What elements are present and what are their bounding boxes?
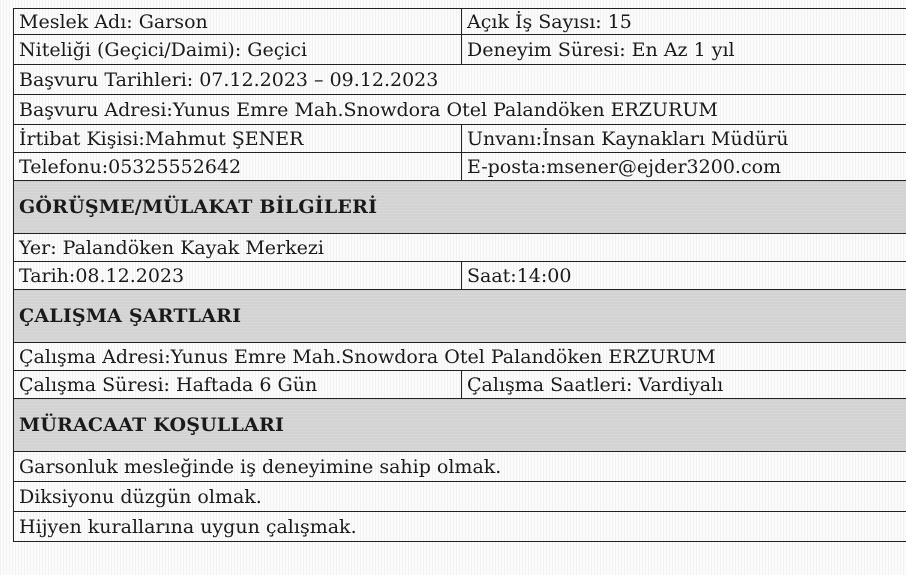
row-application-address xyxy=(14,95,906,125)
phone-cell: Telefonu:05325552642 xyxy=(14,153,462,181)
row-interview-place xyxy=(14,234,906,262)
row-profession xyxy=(14,9,906,35)
employment-type-cell: Niteliği (Geçici/Daimi): Geçici xyxy=(14,35,462,65)
contact-person-cell: İrtibat Kişisi:Mahmut ŞENER xyxy=(14,125,462,153)
row-work-duration xyxy=(14,371,906,399)
row-work-heading xyxy=(14,290,906,343)
row-phone-email xyxy=(14,153,906,181)
application-address-cell: Başvuru Adresi:Yunus Emre Mah.Snowdora Otel Palandöken ERZURUM xyxy=(14,95,906,125)
row-type xyxy=(14,35,906,65)
row-interview-datetime xyxy=(14,262,906,290)
email-cell: E-posta:msener@ejder3200.com xyxy=(462,153,906,181)
row-application-dates xyxy=(14,65,906,95)
row-interview-heading xyxy=(14,181,906,234)
requirement-item: Diksiyonu düzgün olmak. xyxy=(14,482,906,512)
row-contact xyxy=(14,125,906,153)
application-dates-cell: Başvuru Tarihleri: 07.12.2023 – 09.12.2023 xyxy=(14,65,906,95)
section-heading-interview: GÖRÜŞME/MÜLAKAT BİLGİLERİ xyxy=(14,181,906,234)
row-requirements-heading xyxy=(14,399,906,452)
open-positions-cell: Açık İş Sayısı: 15 xyxy=(462,9,906,35)
work-hours-cell: Çalışma Saatleri: Vardiyalı xyxy=(462,371,906,399)
profession-cell: Meslek Adı: Garson xyxy=(14,9,462,35)
row-requirement-2 xyxy=(14,482,906,512)
row-work-address xyxy=(14,343,906,371)
work-address-cell: Çalışma Adresi:Yunus Emre Mah.Snowdora Otel Palandöken ERZURUM xyxy=(14,343,906,371)
interview-date-cell: Tarih:08.12.2023 xyxy=(14,262,462,290)
row-requirement-1 xyxy=(14,452,906,482)
section-heading-requirements: MÜRACAAT KOŞULLARI xyxy=(14,399,906,452)
contact-title-cell: Unvanı:İnsan Kaynakları Müdürü xyxy=(462,125,906,153)
requirement-item: Garsonluk mesleğinde iş deneyimine sahip olmak. xyxy=(14,452,906,482)
row-requirement-3 xyxy=(14,512,906,542)
section-heading-work-conditions: ÇALIŞMA ŞARTLARI xyxy=(14,290,906,343)
work-duration-cell: Çalışma Süresi: Haftada 6 Gün xyxy=(14,371,462,399)
experience-cell: Deneyim Süresi: En Az 1 yıl xyxy=(462,35,906,65)
requirement-item: Hijyen kurallarına uygun çalışmak. xyxy=(14,512,906,542)
job-posting-form xyxy=(13,8,906,542)
interview-place-cell: Yer: Palandöken Kayak Merkezi xyxy=(14,234,906,262)
interview-time-cell: Saat:14:00 xyxy=(462,262,906,290)
